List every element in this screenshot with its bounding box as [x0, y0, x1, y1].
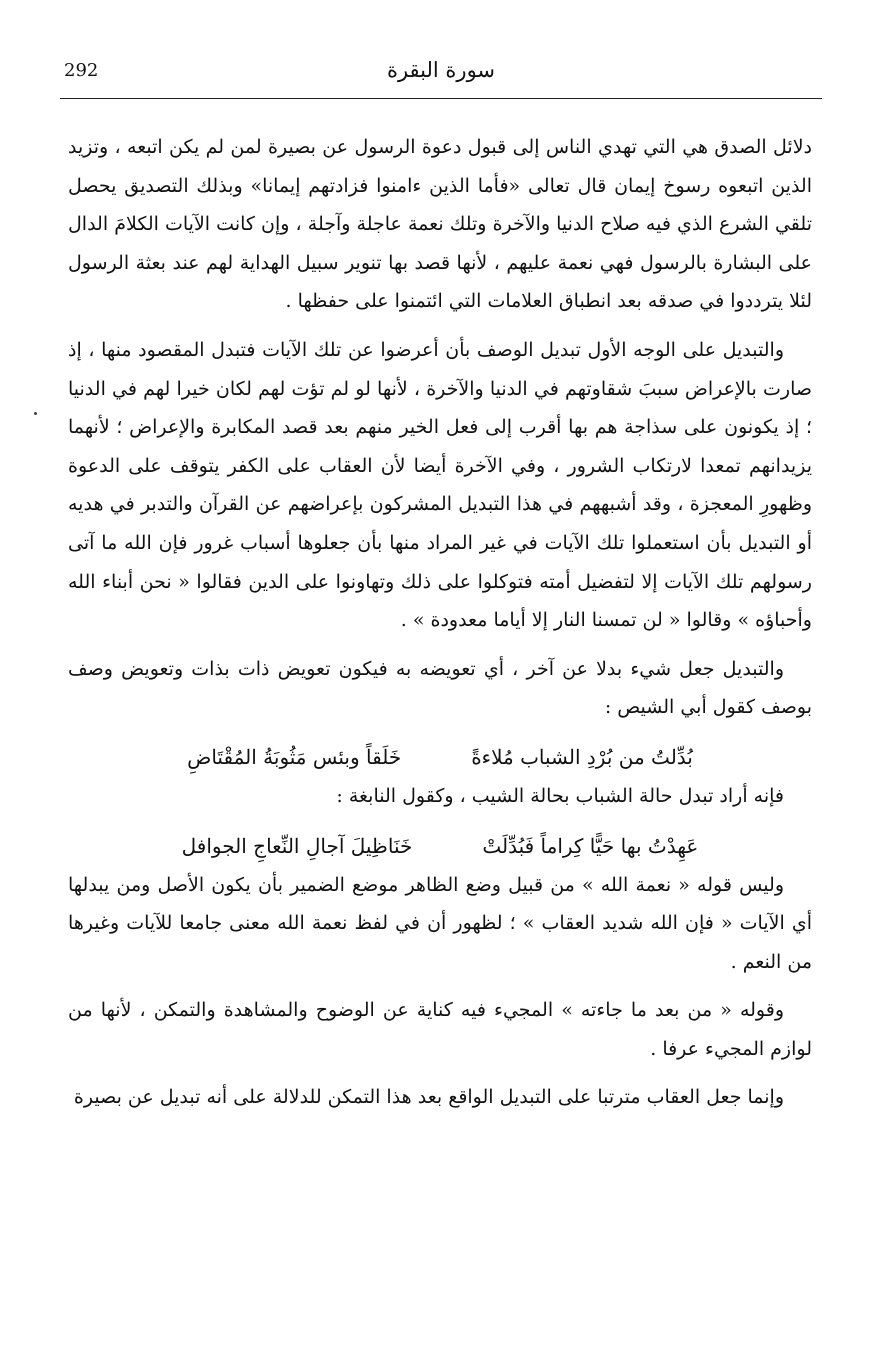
paragraph: وليس قوله « نعمة الله » من قبيل وضع الظاهر موضع الضمير بأن يكون الأصل ومن يبدلها أي الآيات « فإن الله شديد العقاب » ؛ لظهور أن في لفظ نعمة الله معنى جامعا للآيات وغيرها من النعم . [68, 873, 812, 973]
verse-first-hemistich: بُدِّلتُ من بُرْدِ الشباب مُلاءةً [471, 744, 693, 769]
paragraph: والتبديل على الوجه الأول تبديل الوصف بأن أعرضوا عن تلك الآيات فتبدل المقصود منها ، إذ صارت بالإعراض سببَ شقاوتهم في الدنيا والآخرة ، لأنها لو لم تؤت لهم لكان خيرا لهم في الدنيا ؛ إذ يكونون على سذاجة هم بها أقرب إلى فعل الخير منهم بعد قصد المكابرة والإعراض ؛ لأنهما يزيدانهم تمعدا لارتكاب الشرور ، وفي الآخرة أيضا لأن العقاب على الكفر يتوقف على الدعوة وظهورِ المعجزة ، وقد أشبههم في هذا التبديل المشركون بإعراضهم عن القرآن والتدبر في هديه أو التبديل بأن استعملوا تلك الآيات في غير المراد منها بأن جعلوها أسباب غرور فإن الله ما آتى رسولهم تلك الآيات إلا لتفضيل أمته فتوكلوا على ذلك وتهاونوا على الدين فقالوا « نحن أبناء الله وأحباؤه » وقالوا « لن تمسنا النار إلا أياما معدودة » . [68, 338, 812, 632]
paragraph: فإنه أراد تبدل حالة الشباب بحالة الشيب ، وكقول النابغة : [336, 784, 784, 807]
verse-first-hemistich: عَهِدْتُ بها حَيًّا كِراماً فَبُدِّلَتْ [482, 833, 699, 858]
verse-second-hemistich: خَلَقاً وبئس مَثُوبَةُ المُقْتَاضِ [187, 744, 402, 769]
paragraph: وإنما جعل العقاب مترتبا على التبديل الواقع بعد هذا التمكن للدلالة على أنه تبديل عن بصيرة [73, 1086, 784, 1109]
paragraph: والتبديل جعل شيء بدلا عن آخر ، أي تعويضه به فيكون تعويض ذات بذات وتعويض وصف بوصف كقول أبي الشيص : [68, 657, 812, 719]
paragraph: وقوله « من بعد ما جاءته » المجيء فيه كناية عن الوضوح والمشاهدة والتمكن ، لأنها من لوازم المجيء عرفا . [68, 999, 812, 1060]
page-header [60, 58, 822, 99]
paragraph: دلائل الصدق هي التي تهدي الناس إلى قبول دعوة الرسول عن بصيرة لمن لم يكن اتبعه ، وتزيد الذين اتبعوه رسوخ إيمان قال تعالى «فأما الذين ءامنوا فزادتهم إيمانا» وبذلك التصديق يحصل تلقي الشرع الذي فيه صلاح الدنيا والآخرة وتلك نعمة عاجلة وآجلة ، وإن كانت الآيات الكلامَ الدال على البشارة بالرسول فهي نعمة عليهم ، لأنها قصد بها تنوير سبيل الهداية لهم عند بعثة الرسول لئلا يترددوا في صدقه بعد انطباق العلامات التي ائتمنوا على حفظها . [68, 136, 812, 313]
page-number: 292 [64, 60, 99, 81]
verse-second-hemistich: خَنَاظِيلَ آجالِ النِّعاجِ الجوافل [181, 833, 413, 858]
running-title: سورة البقرة [386, 58, 496, 82]
poetry-verse [68, 826, 812, 866]
margin-mark [34, 412, 37, 415]
page-body [68, 128, 812, 1127]
poetry-verse [68, 737, 812, 777]
